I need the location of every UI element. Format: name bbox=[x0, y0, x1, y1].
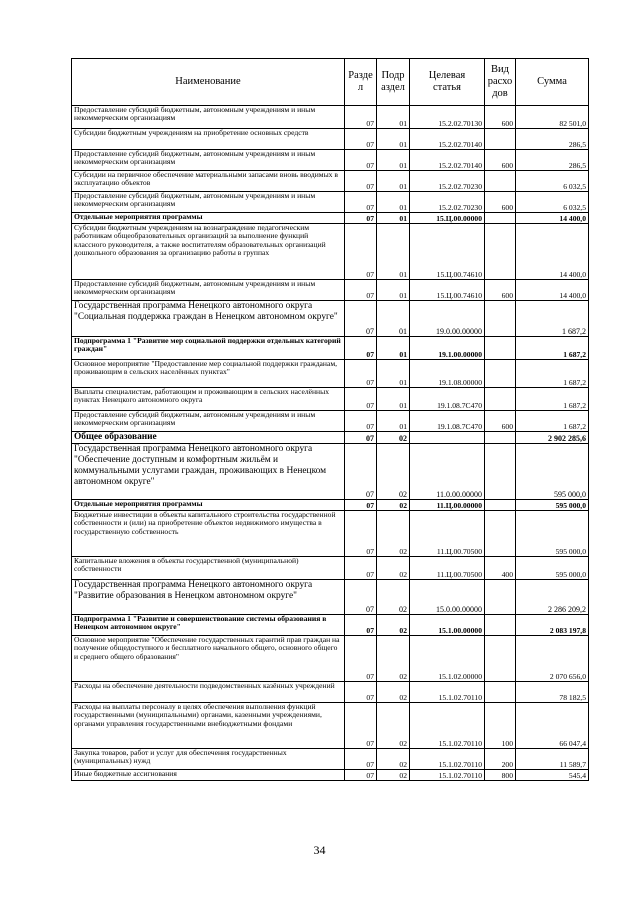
row-section: 07 bbox=[345, 301, 377, 337]
budget-table bbox=[71, 58, 589, 781]
row-section: 07 bbox=[345, 129, 377, 150]
row-subsection: 01 bbox=[377, 337, 410, 360]
row-target: 19.1.08.00000 bbox=[410, 360, 485, 388]
table-row bbox=[72, 749, 589, 770]
table-body bbox=[72, 106, 589, 781]
row-section: 07 bbox=[345, 411, 377, 432]
table-row bbox=[72, 411, 589, 432]
table-row bbox=[72, 301, 589, 337]
row-expense-type bbox=[485, 500, 516, 511]
row-subsection: 01 bbox=[377, 411, 410, 432]
row-amount: 286,5 bbox=[516, 129, 589, 150]
row-subsection: 02 bbox=[377, 636, 410, 682]
header-subsection: Подр аздел bbox=[377, 59, 410, 106]
header-target: Целевая статья bbox=[410, 59, 485, 106]
row-amount: 545,4 bbox=[516, 770, 589, 781]
header-expense-type: Вид расхо дов bbox=[485, 59, 516, 106]
row-amount: 6 032,5 bbox=[516, 171, 589, 192]
row-amount: 2 083 197,8 bbox=[516, 615, 589, 636]
table-row bbox=[72, 192, 589, 213]
row-subsection: 01 bbox=[377, 360, 410, 388]
row-amount: 2 902 285,6 bbox=[516, 432, 589, 444]
row-name: Предоставление субсидий бюджетным, автономным учреждениям и иным некоммерческим организациям bbox=[72, 192, 345, 213]
row-subsection: 02 bbox=[377, 444, 410, 500]
row-target: 19.0.00.00000 bbox=[410, 301, 485, 337]
row-amount: 14 400,0 bbox=[516, 213, 589, 224]
row-subsection: 01 bbox=[377, 150, 410, 171]
row-name: Предоставление субсидий бюджетным, автономным учреждениям и иным некоммерческим организациям bbox=[72, 150, 345, 171]
row-expense-type bbox=[485, 636, 516, 682]
row-section: 07 bbox=[345, 224, 377, 280]
row-name: Капитальные вложения в объекты государственной (муниципальной) собственности bbox=[72, 557, 345, 580]
row-target: 15.Ц.00.00000 bbox=[410, 213, 485, 224]
row-section: 07 bbox=[345, 192, 377, 213]
table-row bbox=[72, 280, 589, 301]
row-expense-type: 200 bbox=[485, 749, 516, 770]
row-name: Предоставление субсидий бюджетным, автономным учреждениям и иным некоммерческим организациям bbox=[72, 280, 345, 301]
row-name: Общее образование bbox=[72, 432, 345, 444]
row-target: 19.1.00.00000 bbox=[410, 337, 485, 360]
row-name: Бюджетные инвестиции в объекты капитального строительства государственной собственности и (или) на приобретение объектов недвижимого имущества в государственную собственность bbox=[72, 511, 345, 557]
row-expense-type: 400 bbox=[485, 557, 516, 580]
row-expense-type: 100 bbox=[485, 703, 516, 749]
row-section: 07 bbox=[345, 337, 377, 360]
row-target: 15.2.02.70230 bbox=[410, 192, 485, 213]
table-header-row bbox=[72, 59, 589, 106]
row-name: Государственная программа Ненецкого автономного округа "Обеспечение доступным и комфортным жильём и коммунальными услугами граждан, проживающих в Ненецком автономном округе" bbox=[72, 444, 345, 500]
row-subsection: 02 bbox=[377, 682, 410, 703]
row-expense-type bbox=[485, 615, 516, 636]
row-target: 11.0.00.00000 bbox=[410, 444, 485, 500]
row-amount: 1 687,2 bbox=[516, 301, 589, 337]
row-name: Отдельные мероприятия программы bbox=[72, 213, 345, 224]
row-name: Подпрограмма 1 "Развитие и совершенствование системы образования в Ненецком автономном округе" bbox=[72, 615, 345, 636]
row-amount: 1 687,2 bbox=[516, 388, 589, 411]
header-name: Наименование bbox=[72, 59, 345, 106]
row-expense-type bbox=[485, 682, 516, 703]
row-section: 07 bbox=[345, 444, 377, 500]
row-expense-type bbox=[485, 360, 516, 388]
row-subsection: 01 bbox=[377, 213, 410, 224]
row-section: 07 bbox=[345, 636, 377, 682]
row-amount: 82 501,0 bbox=[516, 106, 589, 129]
row-amount: 14 400,0 bbox=[516, 224, 589, 280]
row-expense-type bbox=[485, 580, 516, 615]
row-expense-type: 600 bbox=[485, 411, 516, 432]
table-row bbox=[72, 444, 589, 500]
row-expense-type: 600 bbox=[485, 280, 516, 301]
row-amount: 1 687,2 bbox=[516, 360, 589, 388]
row-amount: 595 000,0 bbox=[516, 444, 589, 500]
table-row bbox=[72, 129, 589, 150]
row-expense-type bbox=[485, 301, 516, 337]
table-row bbox=[72, 500, 589, 511]
row-subsection: 01 bbox=[377, 301, 410, 337]
row-name: Предоставление субсидий бюджетным, автономным учреждениям и иным некоммерческим организациям bbox=[72, 411, 345, 432]
row-target: 15.1.00.00000 bbox=[410, 615, 485, 636]
row-target: 15.Ц.00.74610 bbox=[410, 280, 485, 301]
table-row bbox=[72, 615, 589, 636]
row-target: 15.1.02.70110 bbox=[410, 749, 485, 770]
row-name: Основное мероприятие "Предоставление мер социальной поддержки гражданам, проживающим в сельских населённых пунктах" bbox=[72, 360, 345, 388]
row-subsection: 02 bbox=[377, 749, 410, 770]
page-number: 34 bbox=[313, 843, 326, 857]
row-section: 07 bbox=[345, 171, 377, 192]
row-target: 15.2.02.70230 bbox=[410, 171, 485, 192]
row-amount: 2 286 209,2 bbox=[516, 580, 589, 615]
row-name: Закупка товаров, работ и услуг для обеспечения государственных (муниципальных) нужд bbox=[72, 749, 345, 770]
table-row bbox=[72, 432, 589, 444]
row-name: Расходы на выплаты персоналу в целях обеспечения выполнения функций государственными (муниципальными) органами, казенными учреждениями, органами управления государственными внебюджетными фондами bbox=[72, 703, 345, 749]
table-row bbox=[72, 171, 589, 192]
row-name: Субсидии бюджетным учреждениям на вознаграждение педагогическим работникам общеобразовательных организаций за выполнение функций классного руководителя, а также воспитателям образовательных организаций дошкольного образования за организацию работы в группах bbox=[72, 224, 345, 280]
row-subsection: 01 bbox=[377, 280, 410, 301]
row-name: Предоставление субсидий бюджетным, автономным учреждениям и иным некоммерческим организациям bbox=[72, 106, 345, 129]
row-name: Субсидии бюджетным учреждениям на приобретение основных средств bbox=[72, 129, 345, 150]
row-section: 07 bbox=[345, 703, 377, 749]
row-name: Государственная программа Ненецкого автономного округа "Развитие образования в Ненецком автономном округе" bbox=[72, 580, 345, 615]
row-section: 07 bbox=[345, 682, 377, 703]
table-row bbox=[72, 388, 589, 411]
row-section: 07 bbox=[345, 213, 377, 224]
row-amount: 595 000,0 bbox=[516, 511, 589, 557]
row-subsection: 01 bbox=[377, 192, 410, 213]
row-subsection: 02 bbox=[377, 432, 410, 444]
row-expense-type bbox=[485, 388, 516, 411]
table-row bbox=[72, 636, 589, 682]
row-section: 07 bbox=[345, 770, 377, 781]
row-expense-type: 800 bbox=[485, 770, 516, 781]
row-expense-type bbox=[485, 444, 516, 500]
row-section: 07 bbox=[345, 432, 377, 444]
table-row bbox=[72, 770, 589, 781]
table-row bbox=[72, 150, 589, 171]
row-expense-type bbox=[485, 129, 516, 150]
row-target: 11.Ц.00.00000 bbox=[410, 500, 485, 511]
table-row bbox=[72, 213, 589, 224]
row-amount: 66 047,4 bbox=[516, 703, 589, 749]
table-row bbox=[72, 682, 589, 703]
row-subsection: 01 bbox=[377, 106, 410, 129]
row-amount: 595 000,0 bbox=[516, 557, 589, 580]
row-name: Выплаты специалистам, работающим и проживающим в сельских населённых пунктах Ненецкого автономного округа bbox=[72, 388, 345, 411]
row-amount: 286,5 bbox=[516, 150, 589, 171]
row-target: 15.0.00.00000 bbox=[410, 580, 485, 615]
row-subsection: 02 bbox=[377, 615, 410, 636]
row-amount: 78 182,5 bbox=[516, 682, 589, 703]
row-expense-type bbox=[485, 337, 516, 360]
row-target: 15.1.02.70110 bbox=[410, 703, 485, 749]
row-target bbox=[410, 432, 485, 444]
row-amount: 1 687,2 bbox=[516, 337, 589, 360]
row-target: 15.2.02.70130 bbox=[410, 106, 485, 129]
row-expense-type bbox=[485, 511, 516, 557]
row-section: 07 bbox=[345, 580, 377, 615]
row-amount: 595 000,0 bbox=[516, 500, 589, 511]
row-target: 15.2.02.70140 bbox=[410, 150, 485, 171]
table-row bbox=[72, 360, 589, 388]
row-subsection: 02 bbox=[377, 580, 410, 615]
row-target: 15.1.02.70110 bbox=[410, 682, 485, 703]
row-expense-type bbox=[485, 213, 516, 224]
row-expense-type: 600 bbox=[485, 150, 516, 171]
table-row bbox=[72, 511, 589, 557]
row-subsection: 01 bbox=[377, 224, 410, 280]
row-subsection: 01 bbox=[377, 388, 410, 411]
row-subsection: 02 bbox=[377, 770, 410, 781]
row-expense-type: 600 bbox=[485, 192, 516, 213]
row-expense-type bbox=[485, 171, 516, 192]
row-subsection: 02 bbox=[377, 557, 410, 580]
row-target: 15.Ц.00.74610 bbox=[410, 224, 485, 280]
table-row bbox=[72, 106, 589, 129]
row-name: Основное мероприятие "Обеспечение государственных гарантий прав граждан на получение общедоступного и бесплатного начального общего, основного общего и среднего общего образования" bbox=[72, 636, 345, 682]
row-amount: 14 400,0 bbox=[516, 280, 589, 301]
row-section: 07 bbox=[345, 388, 377, 411]
budget-table-container bbox=[71, 58, 588, 781]
row-expense-type bbox=[485, 224, 516, 280]
row-expense-type: 600 bbox=[485, 106, 516, 129]
row-section: 07 bbox=[345, 511, 377, 557]
row-target: 19.1.08.7С470 bbox=[410, 411, 485, 432]
row-section: 07 bbox=[345, 106, 377, 129]
row-subsection: 02 bbox=[377, 511, 410, 557]
table-row bbox=[72, 337, 589, 360]
table-row bbox=[72, 703, 589, 749]
row-name: Отдельные мероприятия программы bbox=[72, 500, 345, 511]
row-subsection: 02 bbox=[377, 703, 410, 749]
row-section: 07 bbox=[345, 557, 377, 580]
row-target: 15.1.02.70110 bbox=[410, 770, 485, 781]
row-section: 07 bbox=[345, 150, 377, 171]
row-target: 15.2.02.70140 bbox=[410, 129, 485, 150]
row-expense-type bbox=[485, 432, 516, 444]
table-row bbox=[72, 224, 589, 280]
row-name: Иные бюджетные ассигнования bbox=[72, 770, 345, 781]
row-target: 19.1.08.7С470 bbox=[410, 388, 485, 411]
row-subsection: 01 bbox=[377, 171, 410, 192]
row-section: 07 bbox=[345, 615, 377, 636]
row-name: Субсидии на первичное обеспечение материальными запасами вновь вводимых в эксплуатацию объектов bbox=[72, 171, 345, 192]
row-subsection: 02 bbox=[377, 500, 410, 511]
row-section: 07 bbox=[345, 500, 377, 511]
row-section: 07 bbox=[345, 360, 377, 388]
row-section: 07 bbox=[345, 749, 377, 770]
header-amount: Сумма bbox=[516, 59, 589, 106]
row-section: 07 bbox=[345, 280, 377, 301]
row-amount: 11 589,7 bbox=[516, 749, 589, 770]
row-amount: 1 687,2 bbox=[516, 411, 589, 432]
row-target: 11.Ц.00.70500 bbox=[410, 557, 485, 580]
table-row bbox=[72, 557, 589, 580]
row-target: 11.Ц.00.70500 bbox=[410, 511, 485, 557]
table-row bbox=[72, 580, 589, 615]
header-section: Разде л bbox=[345, 59, 377, 106]
row-target: 15.1.02.00000 bbox=[410, 636, 485, 682]
row-name: Расходы на обеспечение деятельности подведомственных казённых учреждений bbox=[72, 682, 345, 703]
row-subsection: 01 bbox=[377, 129, 410, 150]
row-name: Подпрограмма 1 "Развитие мер социальной поддержки отдельных категорий граждан" bbox=[72, 337, 345, 360]
row-name: Государственная программа Ненецкого автономного округа "Социальная поддержка граждан в Ненецком автономном округе" bbox=[72, 301, 345, 337]
row-amount: 2 070 656,0 bbox=[516, 636, 589, 682]
row-amount: 6 032,5 bbox=[516, 192, 589, 213]
